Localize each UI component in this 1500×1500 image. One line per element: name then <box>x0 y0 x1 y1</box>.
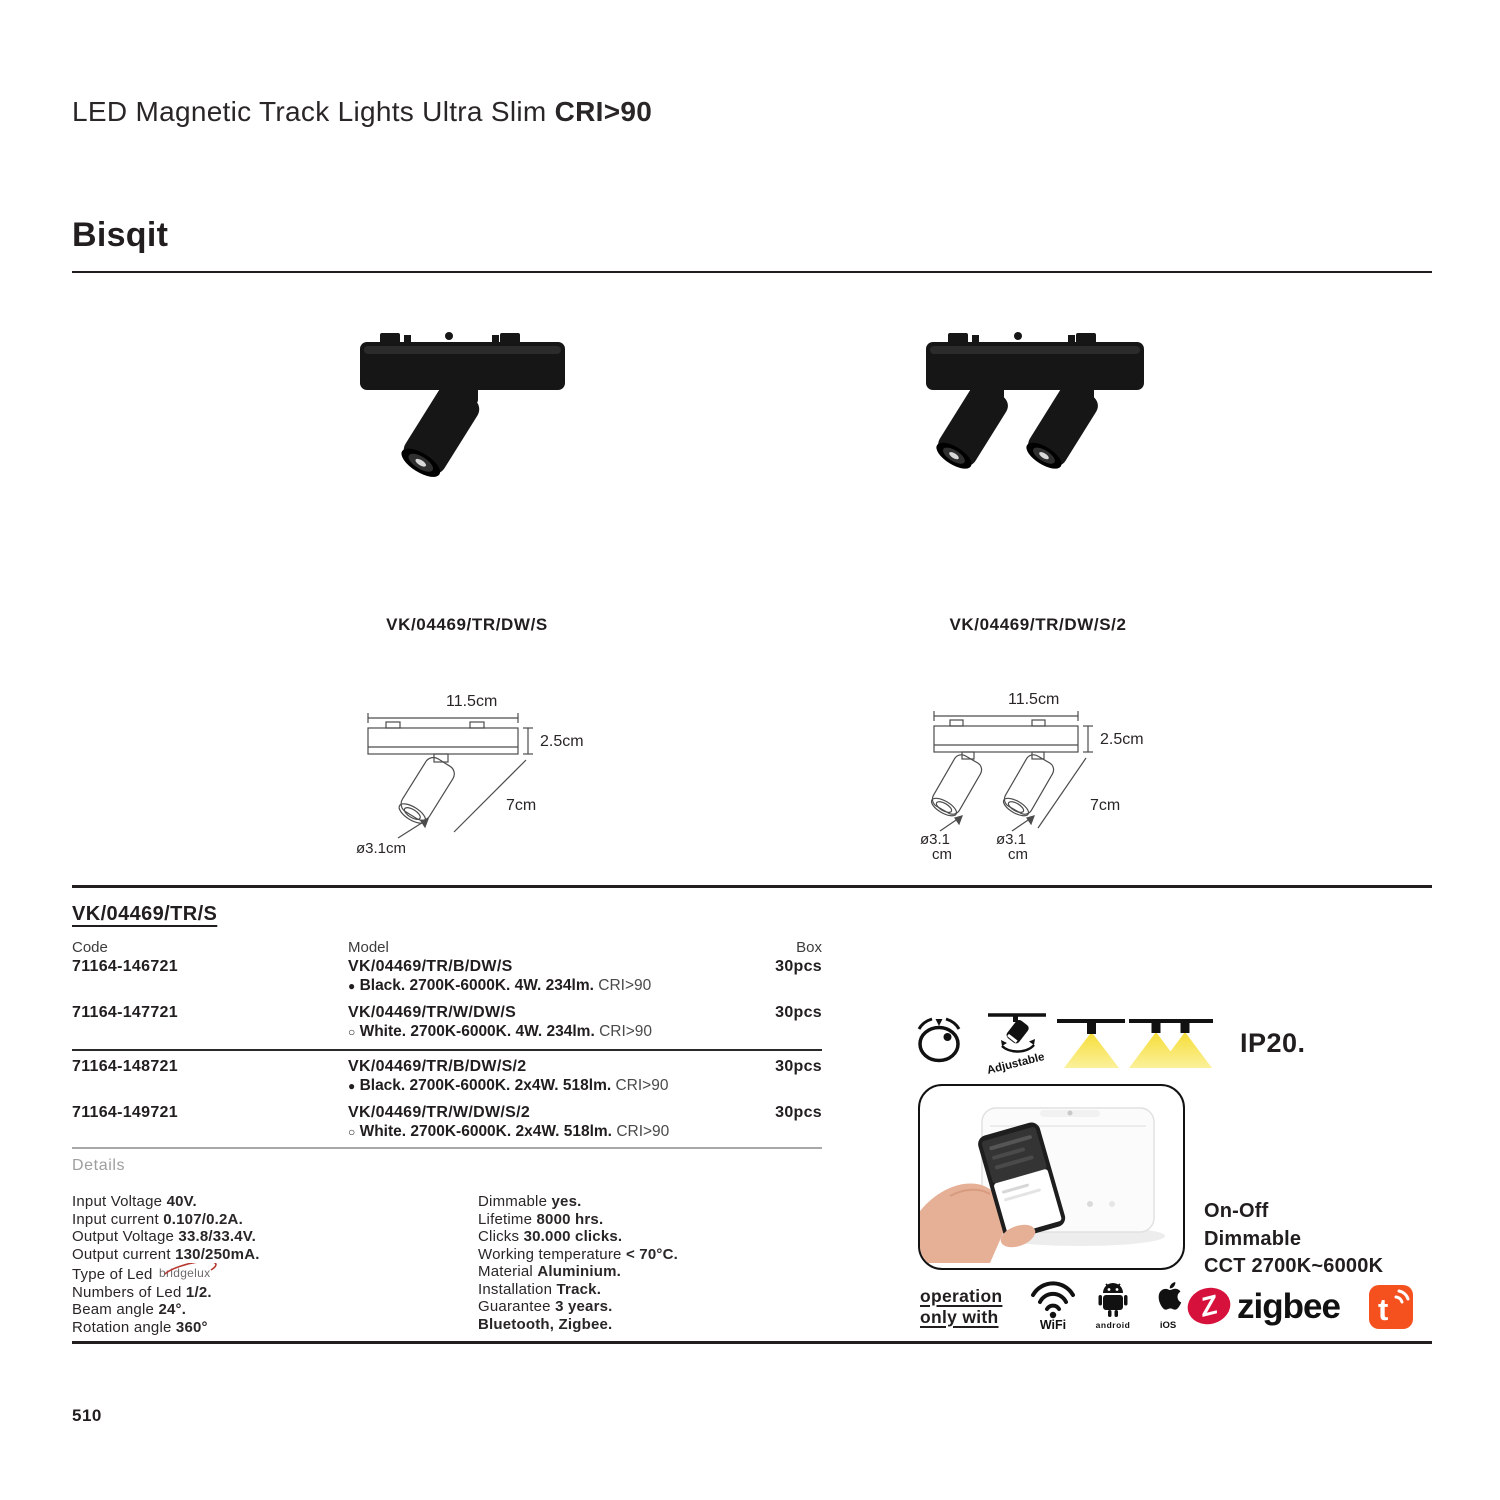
detail-line: Output current 130/250mA. <box>72 1245 260 1263</box>
double-beam-icon <box>1127 1016 1215 1072</box>
detail-line: Dimmable yes. <box>478 1193 582 1210</box>
zigbee-letter: Z <box>1197 1289 1221 1323</box>
product-code-single: VK/04469/TR/DW/S <box>386 615 548 634</box>
divider-top <box>72 271 1432 273</box>
col-header-code: Code <box>72 939 108 956</box>
row-model: VK/04469/TR/B/DW/S <box>348 958 513 975</box>
dim-width-label: 11.5cm <box>1008 691 1060 708</box>
row-code: 71164-146721 <box>72 958 178 975</box>
row-box-qty: 30pcs <box>775 1104 822 1121</box>
zigbee-logo <box>1186 1282 1368 1330</box>
row-cri: CRI>90 <box>615 1077 669 1094</box>
details-right-column <box>478 1193 858 1333</box>
operation-note: operation only with <box>920 1286 1003 1327</box>
detail-line: Guarantee 3 years. <box>478 1298 613 1315</box>
row-model: VK/04469/TR/B/DW/S/2 <box>348 1058 527 1075</box>
svg-text:bridgelux: bridgelux <box>158 1266 211 1280</box>
row-box-qty: 30pcs <box>775 958 822 975</box>
row-cri: CRI>90 <box>598 977 652 994</box>
detail-line: Input current 0.107/0.2A. <box>72 1210 243 1228</box>
row-code: 71164-149721 <box>72 1104 178 1121</box>
adjustable-icon <box>978 1008 1058 1082</box>
divider-bottom <box>72 1341 1432 1344</box>
row-cri: CRI>90 <box>599 1023 653 1040</box>
smart-feature-line: Dimmable <box>1204 1227 1302 1250</box>
product-photo-double <box>918 328 1158 478</box>
rotation-dial-icon <box>913 1013 965 1065</box>
smart-feature-line: CCT 2700K~6000K <box>1204 1255 1384 1277</box>
ip-rating: IP20. <box>1240 1028 1306 1058</box>
color-bullet: ● <box>348 1079 356 1093</box>
dim-depth-label: 7cm <box>1090 797 1121 814</box>
row-cri: CRI>90 <box>616 1123 670 1140</box>
ios-label: iOS <box>1159 1320 1177 1331</box>
dim-diameter2-value: ø3.1 <box>996 831 1027 848</box>
page-title <box>72 96 652 128</box>
row-code: 71164-147721 <box>72 1004 178 1021</box>
adjustable-label: Adjustable <box>985 1051 1046 1077</box>
divider-section <box>72 885 1432 888</box>
detail-line: Type of Led bridgelux <box>72 1263 462 1284</box>
gateway-photo-frame <box>918 1084 1185 1270</box>
gateway-photo <box>920 1086 1178 1263</box>
details-divider <box>72 1147 822 1149</box>
table-row <box>72 1103 822 1142</box>
color-bullet: ○ <box>348 1125 356 1139</box>
smart-features <box>1204 1198 1383 1281</box>
android-icon <box>1090 1280 1136 1332</box>
row-description: Black. 2700K-6000K. 2x4W. 518lm. <box>359 1077 612 1094</box>
dim-diameter1-value: ø3.1 <box>920 831 951 848</box>
details-left-column <box>72 1193 462 1336</box>
dim-diameter2-unit: cm <box>1008 846 1028 863</box>
color-bullet: ● <box>348 979 356 993</box>
table-row <box>72 1003 822 1042</box>
row-model: VK/04469/TR/W/DW/S/2 <box>348 1104 531 1121</box>
dim-height-label: 2.5cm <box>540 733 584 750</box>
page-title-text: LED Magnetic Track Lights Ultra Slim <box>72 96 547 127</box>
col-header-box: Box <box>796 939 822 956</box>
detail-line: Lifetime 8000 hrs. <box>478 1210 604 1228</box>
ordering-table <box>72 938 822 1149</box>
row-code: 71164-148721 <box>72 1058 178 1075</box>
color-bullet: ○ <box>348 1025 356 1039</box>
tuya-letter: t <box>1378 1292 1389 1327</box>
detail-line: Installation Track. <box>478 1280 602 1298</box>
row-description: White. 2700K-6000K. 4W. 234lm. <box>359 1023 595 1040</box>
apple-ios-icon <box>1149 1278 1187 1332</box>
table-header-row <box>72 938 822 957</box>
product-family-title: Bisqit <box>72 216 169 254</box>
dimension-diagram-single <box>348 688 648 863</box>
detail-line: Working temperature < 70°C. <box>478 1245 678 1263</box>
dim-diameter1-unit: cm <box>932 846 952 863</box>
single-beam-icon <box>1055 1016 1127 1072</box>
detail-line: Clicks 30.000 clicks. <box>478 1228 623 1245</box>
detail-line: Material Aluminium. <box>478 1263 621 1280</box>
detail-line: Numbers of Led 1/2. <box>72 1283 212 1301</box>
product-photo-single <box>352 328 582 478</box>
detail-line: Output Voltage 33.8/33.4V. <box>72 1228 256 1245</box>
row-description: White. 2700K-6000K. 2x4W. 518lm. <box>359 1123 612 1140</box>
cri-badge: CRI>90 <box>554 96 653 127</box>
row-box-qty: 30pcs <box>775 1004 822 1021</box>
col-header-model: Model <box>348 939 389 956</box>
detail-line: Input Voltage 40V. <box>72 1193 197 1210</box>
detail-line: Bluetooth, Zigbee. <box>478 1315 613 1333</box>
bridgelux-logo <box>157 1263 241 1283</box>
dim-width-label: 11.5cm <box>446 693 498 710</box>
dimension-diagram-double <box>912 688 1212 863</box>
row-model: VK/04469/TR/W/DW/S <box>348 1004 517 1021</box>
android-label: android <box>1095 1320 1131 1330</box>
tuya-logo <box>1368 1284 1414 1330</box>
wifi-icon <box>1029 1279 1077 1331</box>
product-code-double: VK/04469/TR/DW/S/2 <box>949 615 1127 634</box>
table-row <box>72 957 822 996</box>
detail-line: Beam angle 24°. <box>72 1301 187 1318</box>
dim-depth-label: 7cm <box>506 797 537 814</box>
dim-diameter-label: ø3.1cm <box>356 840 407 857</box>
row-description: Black. 2700K-6000K. 4W. 234lm. <box>359 977 594 994</box>
table-row <box>72 1057 822 1096</box>
page-number: 510 <box>72 1406 102 1425</box>
row-box-qty: 30pcs <box>775 1058 822 1075</box>
zigbee-wordmark: zigbee <box>1237 1287 1340 1326</box>
detail-line: Rotation angle 360° <box>72 1318 208 1336</box>
details-title: Details <box>72 1157 126 1174</box>
dim-height-label: 2.5cm <box>1100 731 1144 748</box>
smart-feature-line: On-Off <box>1204 1200 1269 1222</box>
group-code-heading: VK/04469/TR/S <box>72 903 218 925</box>
wifi-label: WiFi <box>1039 1318 1067 1331</box>
table-divider <box>72 1049 822 1051</box>
